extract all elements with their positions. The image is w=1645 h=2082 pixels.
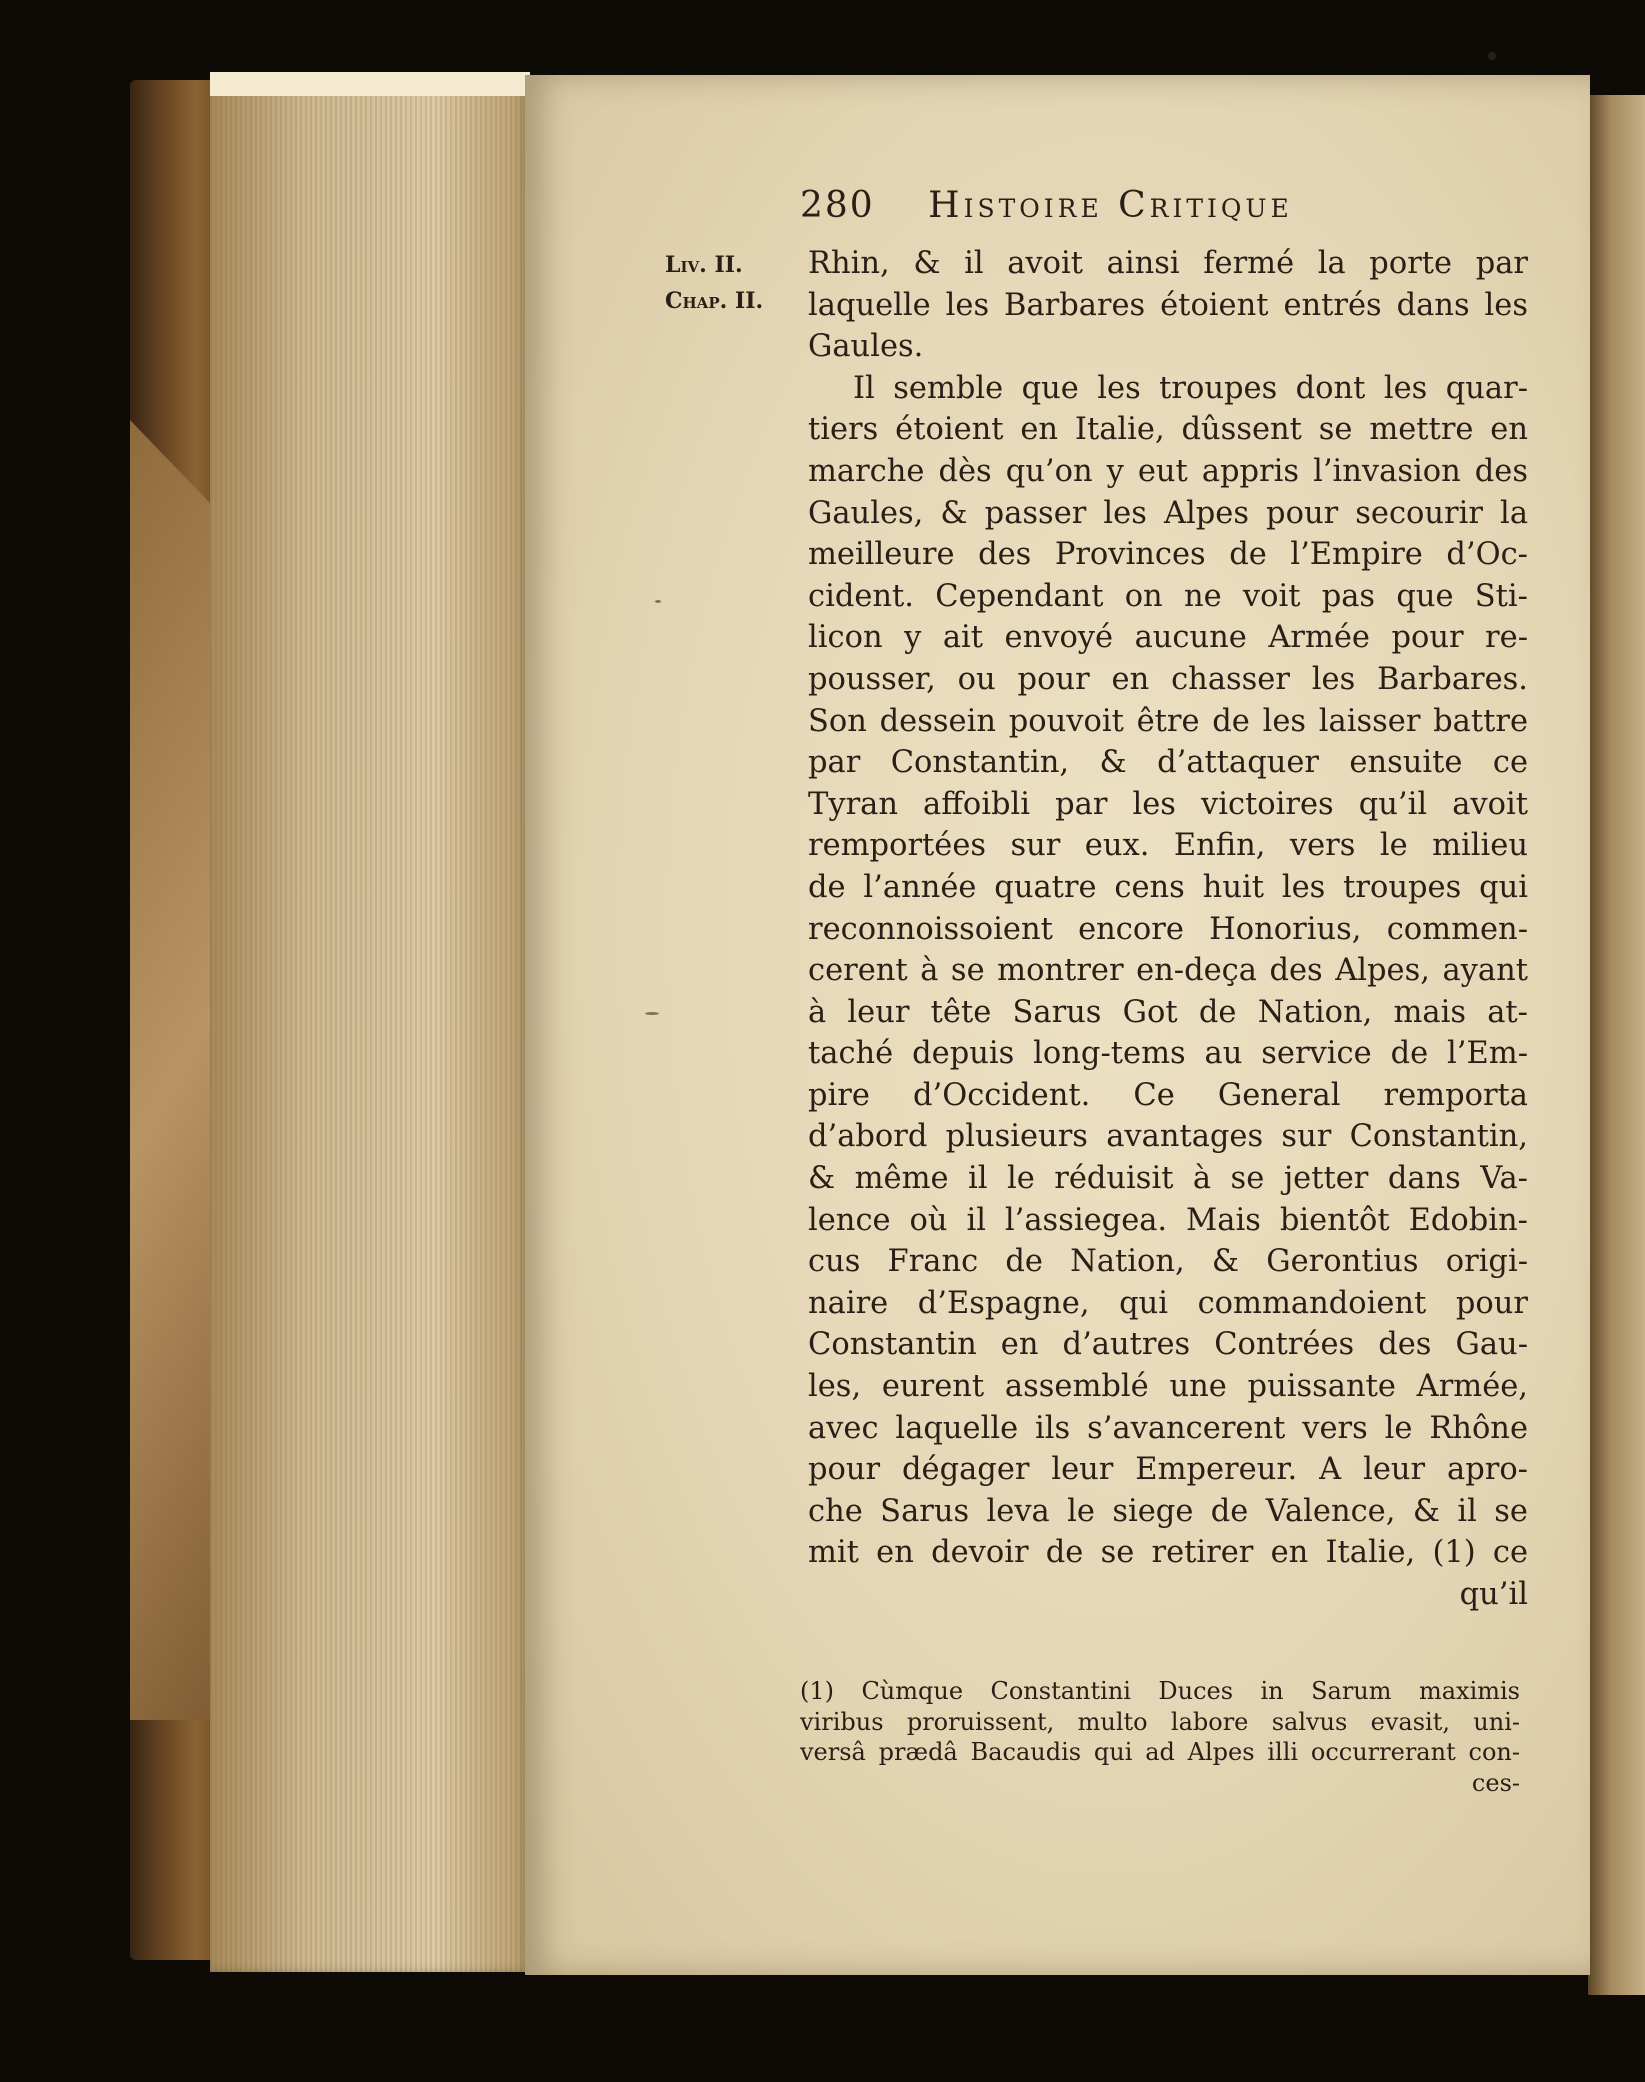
text-line: les, eurent assemblé une puissante Armée,	[808, 1369, 1528, 1405]
footnote-line: viribus proruissent, multo labore salvus evasit, uni-	[800, 1707, 1520, 1736]
text-line: reconnoissoient encore Honorius, commen-	[808, 911, 1528, 947]
text-line: à leur tête Sarus Got de Nation, mais at-	[808, 994, 1528, 1030]
main-text	[808, 243, 1528, 1616]
text-line: pire d’Occident. Ce General remporta	[808, 1077, 1528, 1113]
text-line: cus Franc de Nation, & Gerontius origi-	[808, 1244, 1528, 1280]
page-block-edge	[210, 72, 530, 1972]
text-line: mit en devoir de se retirer en Italie, (1) ce	[808, 1535, 1528, 1571]
text-line: Tyran affoibli par les victoires qu’il avoit	[808, 786, 1528, 822]
sidenote-book: Liv. II.	[665, 252, 743, 278]
sidenote-chapter: Chap. II.	[665, 288, 764, 314]
text-line: naire d’Espagne, qui commandoient pour	[808, 1285, 1528, 1321]
text-line: Gaules.	[808, 329, 924, 365]
text-line: Gaules, & passer les Alpes pour secourir la	[808, 495, 1528, 531]
text-line: meilleure des Provinces de l’Empire d’Oc-	[808, 537, 1528, 573]
running-title: Histoire Critique	[928, 185, 1293, 226]
text-line: Constantin en d’autres Contrées des Gau-	[808, 1327, 1528, 1363]
text-line: marche dès qu’on y eut appris l’invasion des	[808, 453, 1528, 489]
text-line: remportées sur eux. Enfin, vers le milieu	[808, 828, 1528, 864]
footnote	[800, 1676, 1520, 1798]
text-line: Il semble que les troupes dont les quar-	[853, 370, 1528, 406]
text-line: de l’année quatre cens huit les troupes qui	[808, 869, 1528, 905]
page-number: 280	[800, 185, 875, 226]
text-line: tiers étoient en Italie, dûssent se mettre en	[808, 412, 1528, 448]
running-head	[800, 185, 1450, 237]
text-line: laquelle les Barbares étoient entrés dans les	[808, 287, 1528, 323]
text-line: avec laquelle ils s’avancerent vers le Rhône	[808, 1410, 1528, 1446]
footnote-line: versâ prædâ Bacaudis qui ad Alpes illi occurrerant con-	[800, 1738, 1520, 1767]
facing-page-edge	[1588, 95, 1645, 1995]
footnote-line: (1) Cùmque Constantini Duces in Sarum maximis	[800, 1677, 1520, 1705]
text-line: & même il le réduisit à se jetter dans Va-	[808, 1161, 1528, 1197]
text-line: cerent à se montrer en-deça des Alpes, ayant	[808, 953, 1528, 989]
text-line: Son dessein pouvoit être de les laisser battre	[808, 703, 1528, 739]
text-line: taché depuis long-tems au service de l’Em-	[808, 1036, 1528, 1072]
page-block-top	[210, 72, 530, 96]
text-line: licon y ait envoyé aucune Armée pour re-	[808, 620, 1528, 656]
dust-speck	[1488, 52, 1496, 60]
text-line: che Sarus leva le siege de Valence, & il se	[808, 1493, 1528, 1529]
text-line: pour dégager leur Empereur. A leur apro-	[808, 1452, 1528, 1488]
text-line: pousser, ou pour en chasser les Barbares.	[808, 661, 1528, 697]
dust-speck	[645, 1012, 659, 1015]
dust-speck	[655, 600, 661, 603]
footnote-line: ces-	[1471, 1768, 1520, 1797]
text-line: cident. Cependant on ne voit pas que Sti-	[808, 578, 1528, 614]
text-line: qu’il	[1459, 1577, 1528, 1612]
text-line: par Constantin, & d’attaquer ensuite ce	[808, 745, 1528, 781]
text-line: d’abord plusieurs avantages sur Constantin,	[808, 1119, 1528, 1155]
text-line: lence où il l’assiegea. Mais bientôt Edobin-	[808, 1202, 1528, 1238]
text-line: Rhin, & il avoit ainsi fermé la porte par	[808, 246, 1528, 281]
